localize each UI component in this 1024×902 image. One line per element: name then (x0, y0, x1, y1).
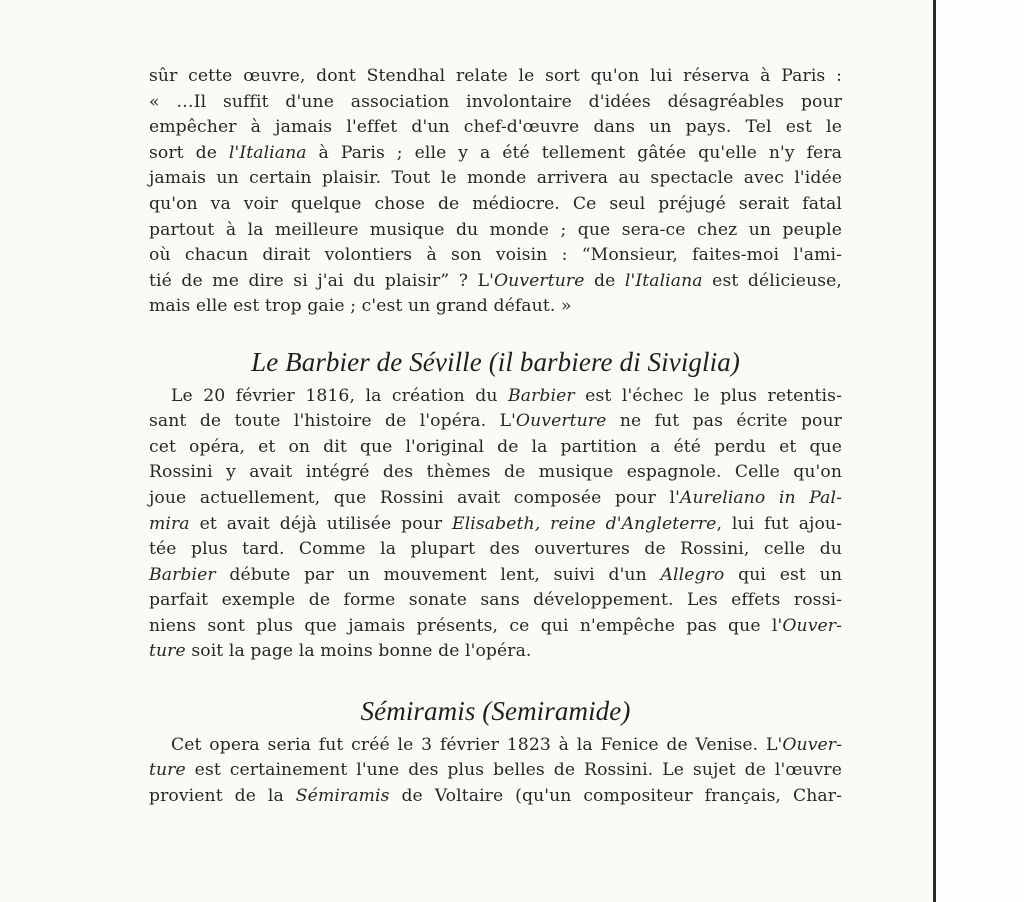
text-segment: sûr cette œuvre, dont Stendhal relate le sort qu'on lui réserva à Paris : (149, 66, 842, 86)
text-line (149, 537, 842, 563)
text-line (149, 486, 842, 512)
text-segment: où chacun dirait volontiers à son voisin : “Monsieur, faites-moi l'ami- (149, 245, 842, 266)
text-line (149, 588, 842, 614)
italic-text-segment: Ouverture (515, 411, 607, 432)
italic-text-segment: mira (149, 513, 190, 534)
text-line (149, 115, 842, 141)
text-line (149, 243, 842, 269)
text-segment: mais elle est trop gaie ; c'est un grand défaut. » (149, 296, 572, 317)
text-line (149, 218, 842, 244)
text-segment: sant de toute l'histoire de l'opéra. L' (149, 411, 516, 432)
text-segment: « …Il suffit d'une association involontaire d'idées désagréables pour (149, 91, 842, 112)
italic-text-segment: Elisabeth, reine d'Angleterre (452, 513, 717, 534)
text-segment: partout à la meilleure musique du monde ; que sera-ce chez un peuple (149, 219, 842, 240)
intro-paragraph (149, 64, 842, 320)
text-line (149, 384, 842, 410)
text-segment: est certainement l'une des plus belles de Rossini. Le sujet de l'œuvre (185, 760, 842, 781)
text-line (149, 435, 842, 461)
text-segment: empêcher à jamais l'effet d'un chef-d'œuvre dans un pays. Tel est le (149, 117, 842, 138)
section-heading-semiramis: Sémiramis (Semiramide) (360, 696, 631, 727)
text-line (149, 733, 842, 759)
italic-text-segment: Ouver- (782, 734, 842, 755)
text-segment: Le 20 février 1816, la création du (171, 385, 509, 406)
italic-text-segment: Barbier (508, 385, 575, 406)
text-line (149, 758, 842, 784)
italic-text-segment: ture (149, 760, 186, 781)
text-segment: est l'échec le plus retentis- (574, 385, 842, 406)
italic-text-segment: ture (149, 641, 186, 662)
text-segment: et avait déjà utilisée pour (189, 513, 453, 534)
text-segment: jamais un certain plaisir. Tout le monde arrivera au spectacle avec l'idée (149, 168, 842, 189)
text-segment: joue actuellement, que Rossini avait composée pour l' (149, 487, 680, 508)
text-segment: provient de la (149, 785, 296, 806)
text-segment: cet opéra, et on dit que l'original de la partition a été perdu et que (149, 436, 842, 457)
text-segment: est délicieuse, (702, 270, 842, 291)
text-line (149, 166, 842, 192)
text-segment: qu'on va voir quelque chose de médiocre. Ce seul préjugé serait fatal (149, 193, 842, 214)
facing-page-margin (936, 0, 1024, 902)
text-line (149, 64, 842, 90)
section-heading-barbier: Le Barbier de Séville (il barbiere di Siviglia) (251, 346, 740, 377)
italic-text-segment: Ouverture (493, 270, 585, 291)
text-segment: sort de (149, 142, 229, 163)
italic-text-segment: Aureliano in Pal- (679, 487, 842, 508)
text-segment: , lui fut ajou- (716, 513, 842, 534)
text-line (149, 409, 842, 435)
page-text (149, 64, 842, 809)
text-segment: parfait exemple de forme sonate sans développement. Les effets rossi- (149, 590, 842, 611)
text-segment: Rossini y avait intégré des thèmes de musique espagnole. Celle qu'on (149, 462, 842, 483)
text-line (149, 639, 842, 665)
italic-text-segment: Allegro (660, 564, 725, 585)
italic-text-segment: Barbier (149, 564, 216, 585)
text-segment: qui est un (724, 564, 842, 585)
text-segment: de (584, 270, 625, 291)
text-line (149, 784, 842, 810)
text-segment: niens sont plus que jamais présents, ce qui n'empêche pas que l' (149, 615, 783, 636)
text-segment: soit la page la moins bonne de l'opéra. (185, 641, 532, 662)
italic-text-segment: Ouver- (782, 615, 842, 636)
text-segment: tié de me dire si j'ai du plaisir” ? L' (149, 270, 494, 291)
italic-text-segment: l'Italiana (228, 142, 307, 163)
text-line (149, 512, 842, 538)
text-segment: tée plus tard. Comme la plupart des ouvertures de Rossini, celle du (149, 539, 842, 560)
text-segment: de Voltaire (qu'un compositeur français, Char- (389, 785, 842, 806)
text-segment: débute par un mouvement lent, suivi d'un (215, 564, 661, 585)
text-line (149, 460, 842, 486)
text-segment: à Paris ; elle y a été tellement gâtée qu'elle n'y fera (306, 142, 842, 163)
text-line (149, 192, 842, 218)
text-segment: ne fut pas écrite pour (606, 411, 842, 432)
text-line (149, 269, 842, 295)
semiramis-paragraph (149, 733, 842, 810)
text-line (149, 90, 842, 116)
text-line (149, 563, 842, 589)
text-segment: Cet opera seria fut créé le 3 février 1823 à la Fenice de Venise. L' (171, 734, 783, 755)
text-line (149, 294, 842, 320)
italic-text-segment: l'Italiana (624, 270, 703, 291)
italic-text-segment: Sémiramis (295, 785, 390, 806)
text-line (149, 614, 842, 640)
barbier-paragraph (149, 384, 842, 666)
text-line (149, 141, 842, 167)
